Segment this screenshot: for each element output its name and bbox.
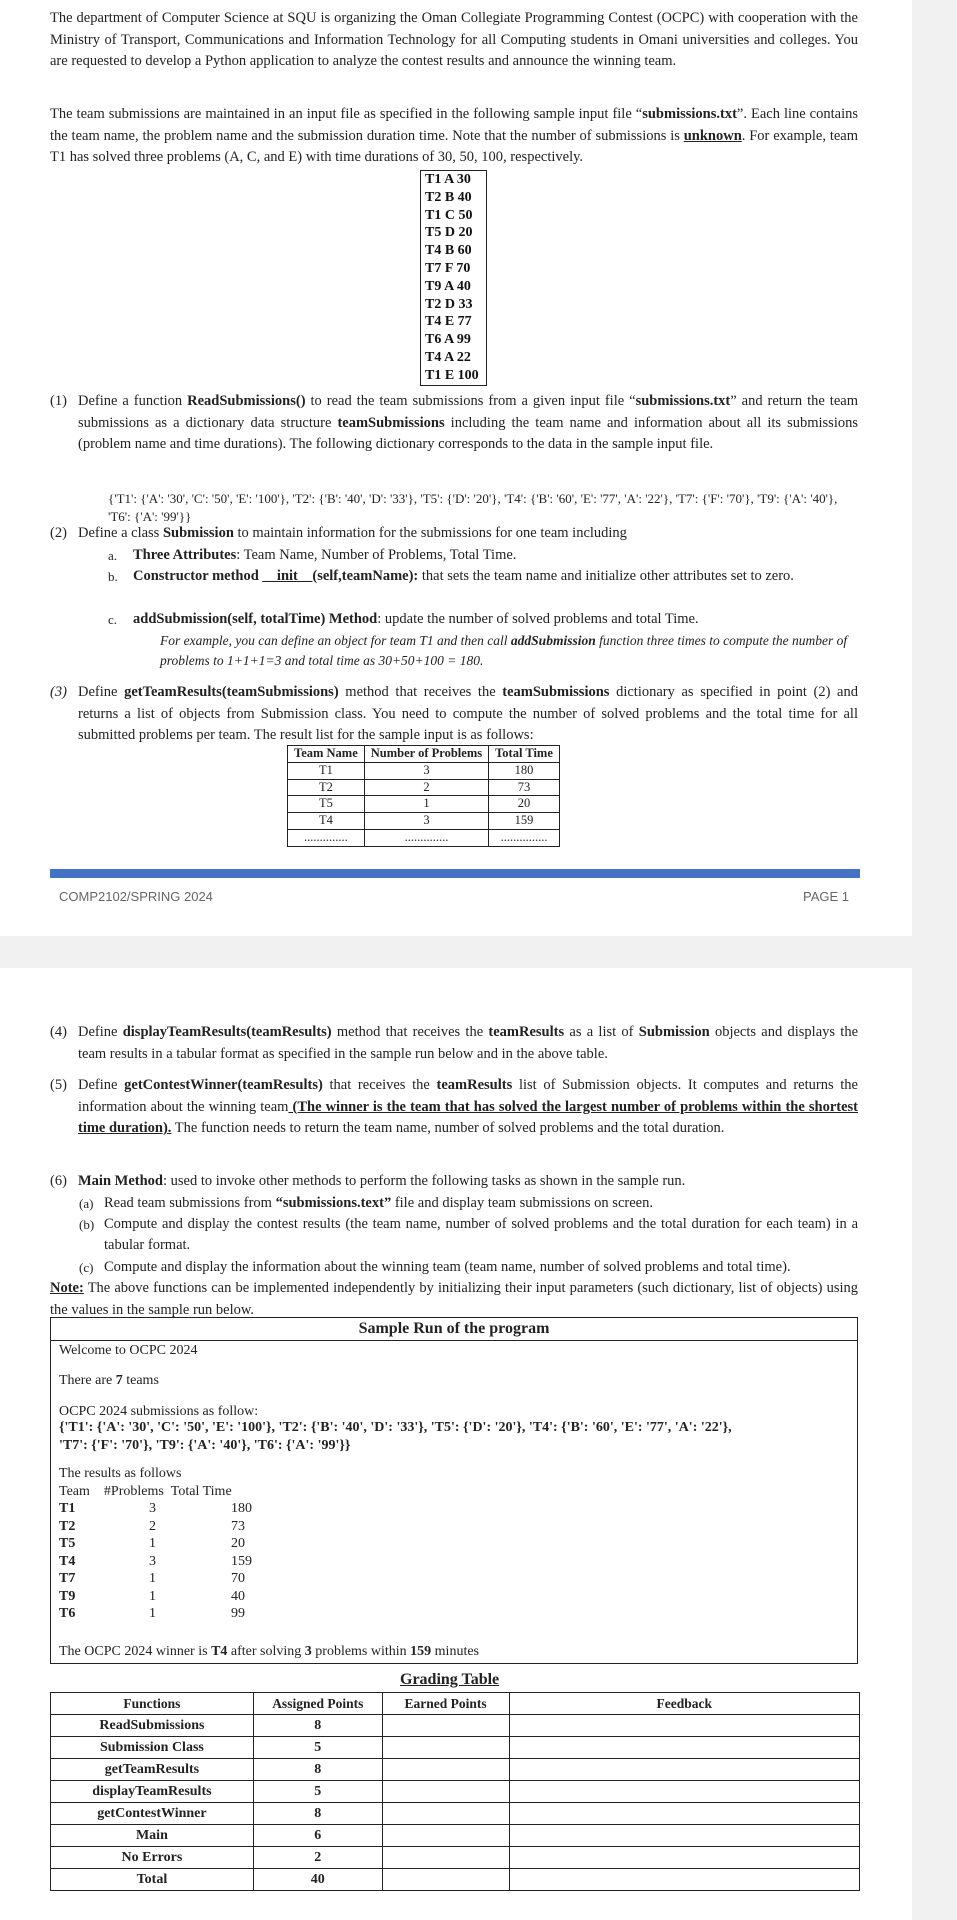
- results-row: [288, 813, 560, 830]
- sample-result-cell: 3: [149, 1553, 156, 1569]
- submission-row: [421, 242, 487, 260]
- feedback-cell[interactable]: [509, 1803, 859, 1825]
- feedback-cell[interactable]: [509, 1847, 859, 1869]
- submission-row: [421, 331, 487, 349]
- submission-row: [421, 189, 487, 207]
- note-paragraph: Note: The above functions can be implemented independently by initializing their input parameters (such dictionary, list of objects) using the values in the sample run below.: [50, 1280, 858, 1318]
- question-2b: b. Constructor method __init__(self,teamName): that sets the team name and initialize other attributes set to zero.: [108, 568, 794, 584]
- results-header-cell: Number of Problems: [364, 746, 488, 763]
- results-row: [288, 829, 560, 846]
- grading-row: [51, 1781, 860, 1803]
- results-cell: ..............: [364, 829, 488, 846]
- sample-result-cell: T1: [59, 1501, 76, 1516]
- footer-course: COMP2102/SPRING 2024: [59, 889, 213, 904]
- submission-line: T9 A 40: [425, 278, 471, 294]
- grading-row: [51, 1869, 860, 1891]
- sample-result-cell: T7: [59, 1571, 76, 1586]
- question-2: (2) Define a class Submission to maintain information for the submissions for one team including: [50, 525, 627, 541]
- sample-result-cell: 20: [231, 1536, 245, 1551]
- grading-table: [50, 1692, 860, 1891]
- grading-function: No Errors: [51, 1847, 254, 1869]
- add-submission-example: For example, you can define an object for team T1 and then call addSubmission function three times to compute the number of problems to 1+1+1=3 and total time as 30+50+100 = 180.: [160, 633, 848, 668]
- earned-points-cell[interactable]: [382, 1847, 509, 1869]
- footer-divider: [50, 869, 860, 878]
- submission-row: [421, 260, 487, 278]
- sample-result-cell: 159: [231, 1553, 252, 1569]
- question-2a: a. Three Attributes: Team Name, Number of Problems, Total Time.: [108, 547, 517, 563]
- results-cell: ..............: [288, 829, 365, 846]
- input-file-paragraph: The team submissions are maintained in an input file as specified in the following sample input file “submissions.txt”. Each line contains the team name, the problem name and the submission duration time. Note that the number of submissions is unknown. For example, team T1 has solved three problems (A, C, and E) with time durations of 30, 50, 100, respectively.: [50, 106, 858, 165]
- sample-result-cell: 99: [231, 1606, 245, 1621]
- grading-row: [51, 1803, 860, 1825]
- grading-row: [51, 1825, 860, 1847]
- results-cell: ...............: [489, 829, 560, 846]
- grading-function: getTeamResults: [51, 1759, 254, 1781]
- sample-result-cell: 70: [231, 1571, 245, 1586]
- grading-row: [51, 1737, 860, 1759]
- earned-points-cell[interactable]: [382, 1803, 509, 1825]
- grading-function: Submission Class: [51, 1737, 254, 1759]
- results-cell: 1: [364, 796, 488, 813]
- question-6c: (c) Compute and display the information about the winning team (team name, number of solved problems and total time).: [79, 1259, 791, 1275]
- results-cell: 3: [364, 762, 488, 779]
- submissions-dict-line-2: 'T7': {'F': '70'}, 'T9': {'A': '40'}, 'T6': {'A': '99'}}: [59, 1438, 351, 1453]
- grading-function: ReadSubmissions: [51, 1715, 254, 1737]
- results-row: [288, 796, 560, 813]
- sample-run-title: Sample Run of the program: [51, 1318, 857, 1341]
- submission-line: T1 A 30: [425, 172, 471, 187]
- grading-points: 5: [253, 1781, 382, 1803]
- submission-line: T7 F 70: [425, 260, 471, 276]
- results-cell: T1: [288, 762, 365, 779]
- results-label: The results as follows: [59, 1466, 182, 1481]
- question-4: (4) Define displayTeamResults(teamResults) method that receives the teamResults as a list of Submission objects and displays the team results in a tabular format as specified in the sample run below and in the above table.: [50, 1024, 858, 1062]
- grading-row: [51, 1847, 860, 1869]
- earned-points-cell[interactable]: [382, 1781, 509, 1803]
- submissions-label: OCPC 2024 submissions as follow:: [59, 1404, 259, 1419]
- sample-result-cell: 40: [231, 1588, 245, 1604]
- sample-result-cell: 73: [231, 1518, 245, 1534]
- sample-result-cell: 1: [149, 1571, 156, 1586]
- grading-points: 40: [253, 1869, 382, 1891]
- sample-result-cell: 1: [149, 1588, 156, 1604]
- grading-points: 2: [253, 1847, 382, 1869]
- results-cell: 20: [489, 796, 560, 813]
- welcome-line: Welcome to OCPC 2024: [59, 1343, 198, 1358]
- question-2c: c. addSubmission(self, totalTime) Method: update the number of solved problems and total Time.: [108, 611, 699, 627]
- feedback-cell[interactable]: [509, 1715, 859, 1737]
- grading-points: 8: [253, 1715, 382, 1737]
- submission-row: [421, 224, 487, 242]
- sample-result-cell: T6: [59, 1606, 76, 1621]
- results-header-cell: Total Time: [489, 746, 560, 763]
- submission-line: T1 E 100: [425, 367, 479, 383]
- submission-row: [421, 313, 487, 331]
- intro-paragraph: The department of Computer Science at SQU is organizing the Oman Collegiate Programming Contest (OCPC) with cooperation with the Ministry of Transport, Communications and Information Technology for all Computing students in Omani universities and colleges. You are requested to develop a Python application to analyze the contest results and announce the winning team.: [50, 10, 858, 69]
- earned-points-cell[interactable]: [382, 1869, 509, 1891]
- earned-points-cell[interactable]: [382, 1737, 509, 1759]
- grading-row: [51, 1715, 860, 1737]
- sample-result-cell: 1: [149, 1606, 156, 1621]
- submission-line: T4 A 22: [425, 349, 471, 365]
- feedback-cell[interactable]: [509, 1869, 859, 1891]
- winner-line: The OCPC 2024 winner is T4 after solving 3 problems within 159 minutes: [59, 1644, 480, 1659]
- sample-result-cell: T4: [59, 1553, 76, 1569]
- submission-line: T6 A 99: [425, 332, 471, 348]
- grading-table-title: Grading Table: [400, 1671, 500, 1688]
- grading-function: Main: [51, 1825, 254, 1847]
- grading-header-cell: Feedback: [509, 1693, 859, 1715]
- feedback-cell[interactable]: [509, 1759, 859, 1781]
- grading-function: getContestWinner: [51, 1803, 254, 1825]
- sample-result-cell: T9: [59, 1588, 76, 1604]
- grading-points: 5: [253, 1737, 382, 1759]
- submission-line: T2 B 40: [425, 189, 472, 205]
- grading-header-cell: Assigned Points: [253, 1693, 382, 1715]
- sample-result-cell: 2: [149, 1518, 156, 1534]
- question-5: (5) Define getContestWinner(teamResults) that receives the teamResults list of Submission objects. It computes and returns the information about the winning team (The winner is the team that has solved the largest number of problems within the shortest time duration). The function needs to return the team name, number of solved problems and the total duration.: [50, 1077, 858, 1136]
- feedback-cell[interactable]: [509, 1781, 859, 1803]
- earned-points-cell[interactable]: [382, 1715, 509, 1737]
- feedback-cell[interactable]: [509, 1825, 859, 1847]
- sample-result-cell: T2: [59, 1518, 76, 1534]
- page-1: [0, 0, 912, 936]
- results-cell: T2: [288, 779, 365, 796]
- feedback-cell[interactable]: [509, 1737, 859, 1759]
- results-header-cell: Team Name: [288, 746, 365, 763]
- sample-result-cell: T5: [59, 1536, 76, 1551]
- sample-dictionary: {'T1': {'A': '30', 'C': '50', 'E': '100'}, 'T2': {'B': '40', 'D': '33'}, 'T5': {'D': '20'}, 'T4': {'B': '60', 'E': '77', 'A': '22'}, 'T7': {'F': '70'}, 'T9': {'A': '40'}, 'T6': {'A': '99'}}: [108, 491, 838, 524]
- results-row: [288, 779, 560, 796]
- submission-line: T4 B 60: [425, 243, 472, 259]
- footer-page-number: PAGE 1: [803, 889, 850, 904]
- submission-line: T2 D 33: [425, 296, 473, 312]
- grading-points: 8: [253, 1803, 382, 1825]
- team-results-table: [287, 745, 560, 847]
- grading-header-cell: Functions: [51, 1693, 254, 1715]
- results-row: [288, 762, 560, 779]
- results-cell: T4: [288, 813, 365, 830]
- question-6a: (a) Read team submissions from “submissions.text” file and display team submissions on screen.: [79, 1195, 653, 1211]
- submission-row: [421, 171, 487, 189]
- grading-function: Total: [51, 1869, 254, 1891]
- submission-line: T5 D 20: [425, 225, 473, 241]
- submission-row: [421, 278, 487, 296]
- earned-points-cell[interactable]: [382, 1759, 509, 1781]
- teams-count-line: There are 7 teams: [59, 1373, 159, 1388]
- grading-row: [51, 1759, 860, 1781]
- question-1: (1) Define a function ReadSubmissions() to read the team submissions from a given input file “submissions.txt” and return the team submissions as a dictionary data structure teamSubmissions including the team name and information about all its submissions (problem name and time durations). The following dictionary corresponds to the data in the sample input file.: [50, 393, 858, 452]
- question-6: (6) Main Method: used to invoke other methods to perform the following tasks as shown in the sample run.: [50, 1173, 686, 1189]
- sample-result-cell: 180: [231, 1501, 252, 1516]
- submission-row: [421, 367, 487, 385]
- submission-row: [421, 349, 487, 367]
- sample-result-cell: 3: [149, 1501, 156, 1516]
- question-3: (3) Define getTeamResults(teamSubmissions) method that receives the teamSubmissions dictionary as specified in point (2) and returns a list of objects from Submission class. You need to compute the number of solved problems and the total time for all submitted problems per team. The result list for the sample input is as follows:: [50, 684, 858, 743]
- results-cell: 180: [489, 762, 560, 779]
- results-cell: 73: [489, 779, 560, 796]
- grading-points: 6: [253, 1825, 382, 1847]
- results-cell: 3: [364, 813, 488, 830]
- submission-row: [421, 207, 487, 225]
- results-header: Team #Problems Total Time: [59, 1484, 232, 1499]
- sample-run-box: [50, 1317, 858, 1664]
- grading-points: 8: [253, 1759, 382, 1781]
- results-cell: 2: [364, 779, 488, 796]
- results-cell: T5: [288, 796, 365, 813]
- earned-points-cell[interactable]: [382, 1825, 509, 1847]
- submission-row: [421, 296, 487, 314]
- sample-result-cell: 1: [149, 1536, 156, 1551]
- submission-line: T4 E 77: [425, 314, 472, 330]
- results-cell: 159: [489, 813, 560, 830]
- grading-function: displayTeamResults: [51, 1781, 254, 1803]
- grading-header-cell: Earned Points: [382, 1693, 509, 1715]
- question-6b: (b) Compute and display the contest results (the team name, number of solved problems and the total duration for each team) in a tabular format.: [79, 1216, 858, 1253]
- submission-line: T1 C 50: [425, 207, 473, 223]
- submissions-file-table: [420, 170, 487, 386]
- submissions-dict-line-1: {'T1': {'A': '30', 'C': '50', 'E': '100'}, 'T2': {'B': '40', 'D': '33'}, 'T5': {'D': '20'}, 'T4': {'B': '60', 'E': '77', 'A': '22'},: [59, 1420, 732, 1435]
